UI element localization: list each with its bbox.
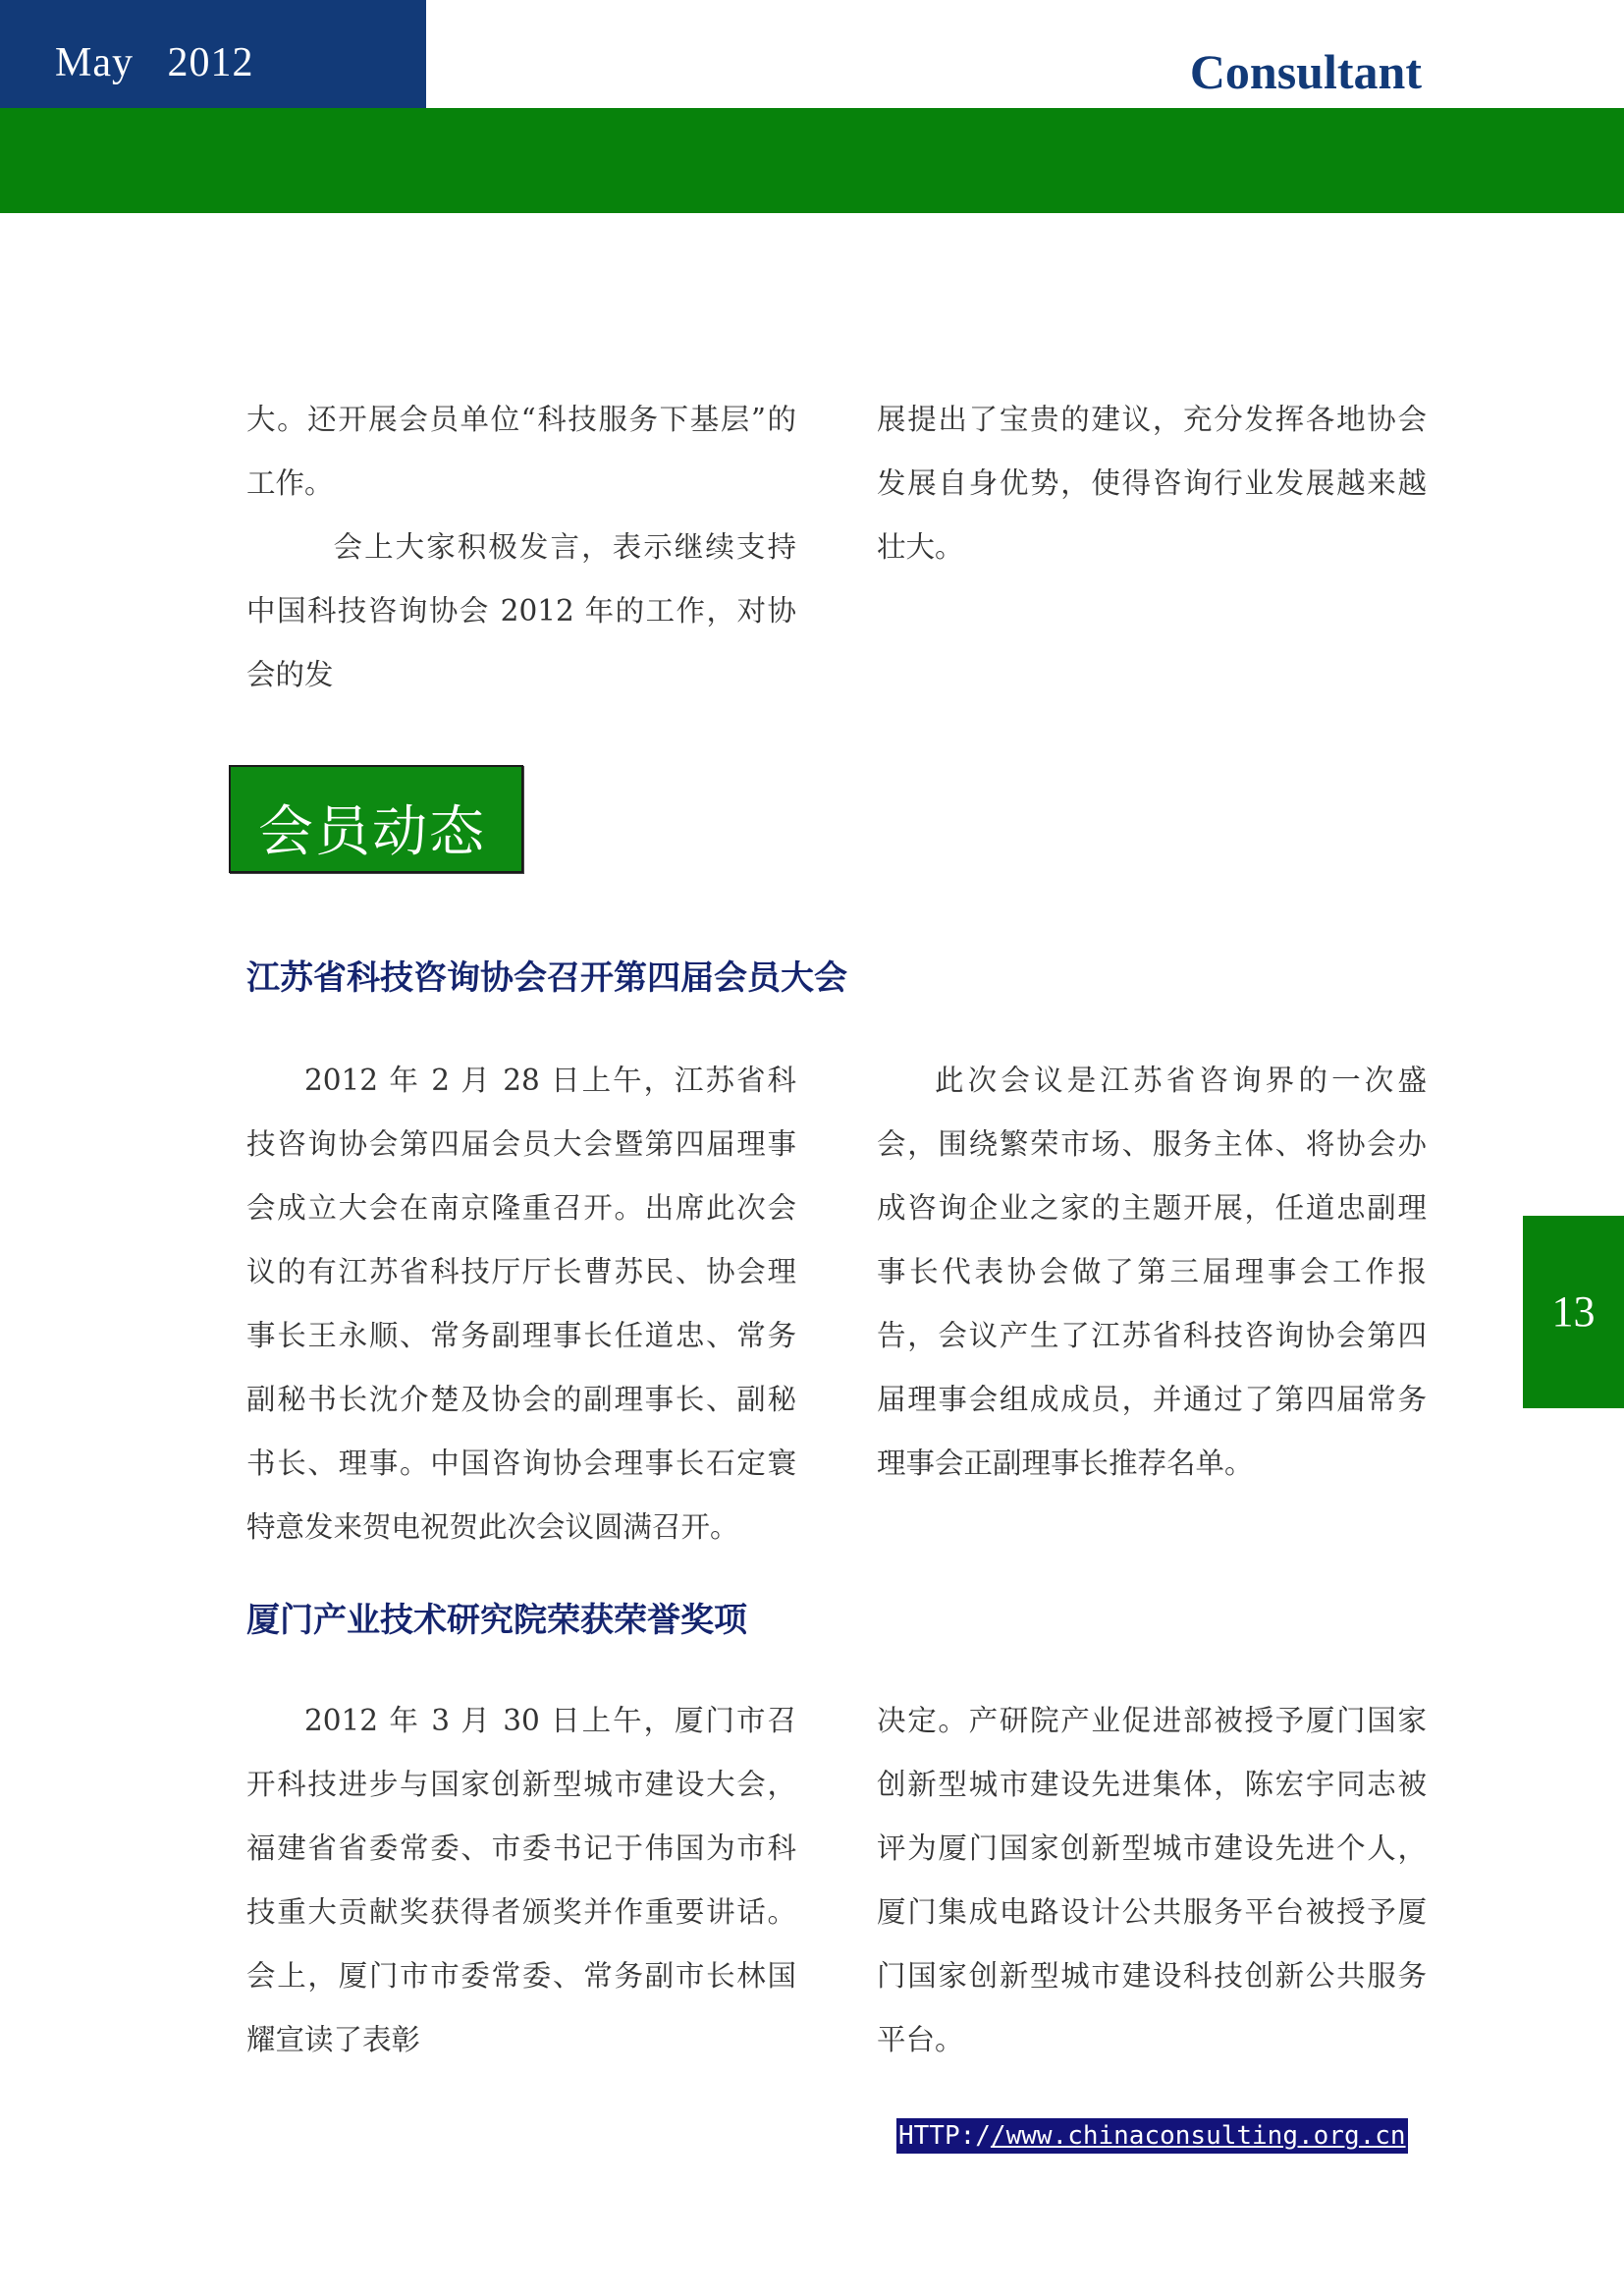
article-title: 江苏省科技咨询协会召开第四届会员大会: [246, 958, 847, 998]
paragraph: 大。还开展会员单位“科技服务下基层”的工作。: [246, 403, 796, 500]
article-title: 厦门产业技术研究院荣获荣誉奖项: [246, 1601, 747, 1640]
url-prefix: HTTP:/: [898, 2121, 991, 2151]
article1-right-column: [877, 1049, 1427, 1496]
paragraph: 会上大家积极发言，表示继续支持中国科技咨询协会 2012 年的工作，对协会的发: [246, 530, 796, 691]
header-date: May 2012: [55, 40, 254, 85]
header-date-block: [0, 0, 426, 108]
website-link[interactable]: [896, 2118, 1408, 2154]
article2-left-column: [246, 1689, 796, 2072]
paragraph: 2012 年 2 月 28 日上午，江苏省科技咨询协会第四届会员大会暨第四届理事会成立大会在南京隆重召开。出席此次会议的有江苏省科技厅厅长曹苏民、协会理事长王永顺、常务副理事长任道忠、常务副秘书长沈介楚及协会的副理事长、副秘书长、理事。中国咨询协会理事长石定寰特意发来贺电祝贺此次会议圆满召开。: [246, 1064, 796, 1544]
page-number-tab: [1523, 1216, 1624, 1408]
article1-left-column: [246, 1049, 796, 1559]
paragraph: 2012 年 3 月 30 日上午，厦门市召开科技进步与国家创新型城市建设大会，福建省省委常委、市委书记于伟国为市科技重大贡献奖获得者颁奖并作重要讲话。会上，厦门市市委常委、常务副市长林国耀宣读了表彰: [246, 1704, 796, 2056]
section-label-box: [229, 765, 523, 873]
section-label: 会员动态: [258, 800, 486, 864]
paragraph: 展提出了宝贵的建议，充分发挥各地协会发展自身优势，使得咨询行业发展越来越壮大。: [877, 403, 1427, 564]
page-number: 13: [1551, 1287, 1596, 1336]
paragraph: 此次会议是江苏省咨询界的一次盛会，围绕繁荣市场、服务主体、将协会办成咨询企业之家的主题开展，任道忠副理事长代表协会做了第三届理事会工作报告，会议产生了江苏省科技咨询协会第四届理事会组成成员，并通过了第四届常务理事会正副理事长推荐名单。: [877, 1064, 1427, 1480]
paragraph: 决定。产研院产业促进部被授予厦门国家创新型城市建设先进集体，陈宏宇同志被评为厦门国家创新型城市建设先进个人，厦门集成电路设计公共服务平台被授予厦门国家创新型城市建设科技创新公共服务平台。: [877, 1704, 1427, 2056]
article2-right-column: [877, 1689, 1427, 2072]
header-green-band: [0, 108, 1624, 213]
top-left-column: [246, 388, 796, 707]
url-link[interactable]: /www.chinaconsulting.org.cn: [990, 2121, 1406, 2151]
magazine-title: Consultant: [1189, 44, 1422, 99]
top-right-column: [877, 388, 1427, 579]
